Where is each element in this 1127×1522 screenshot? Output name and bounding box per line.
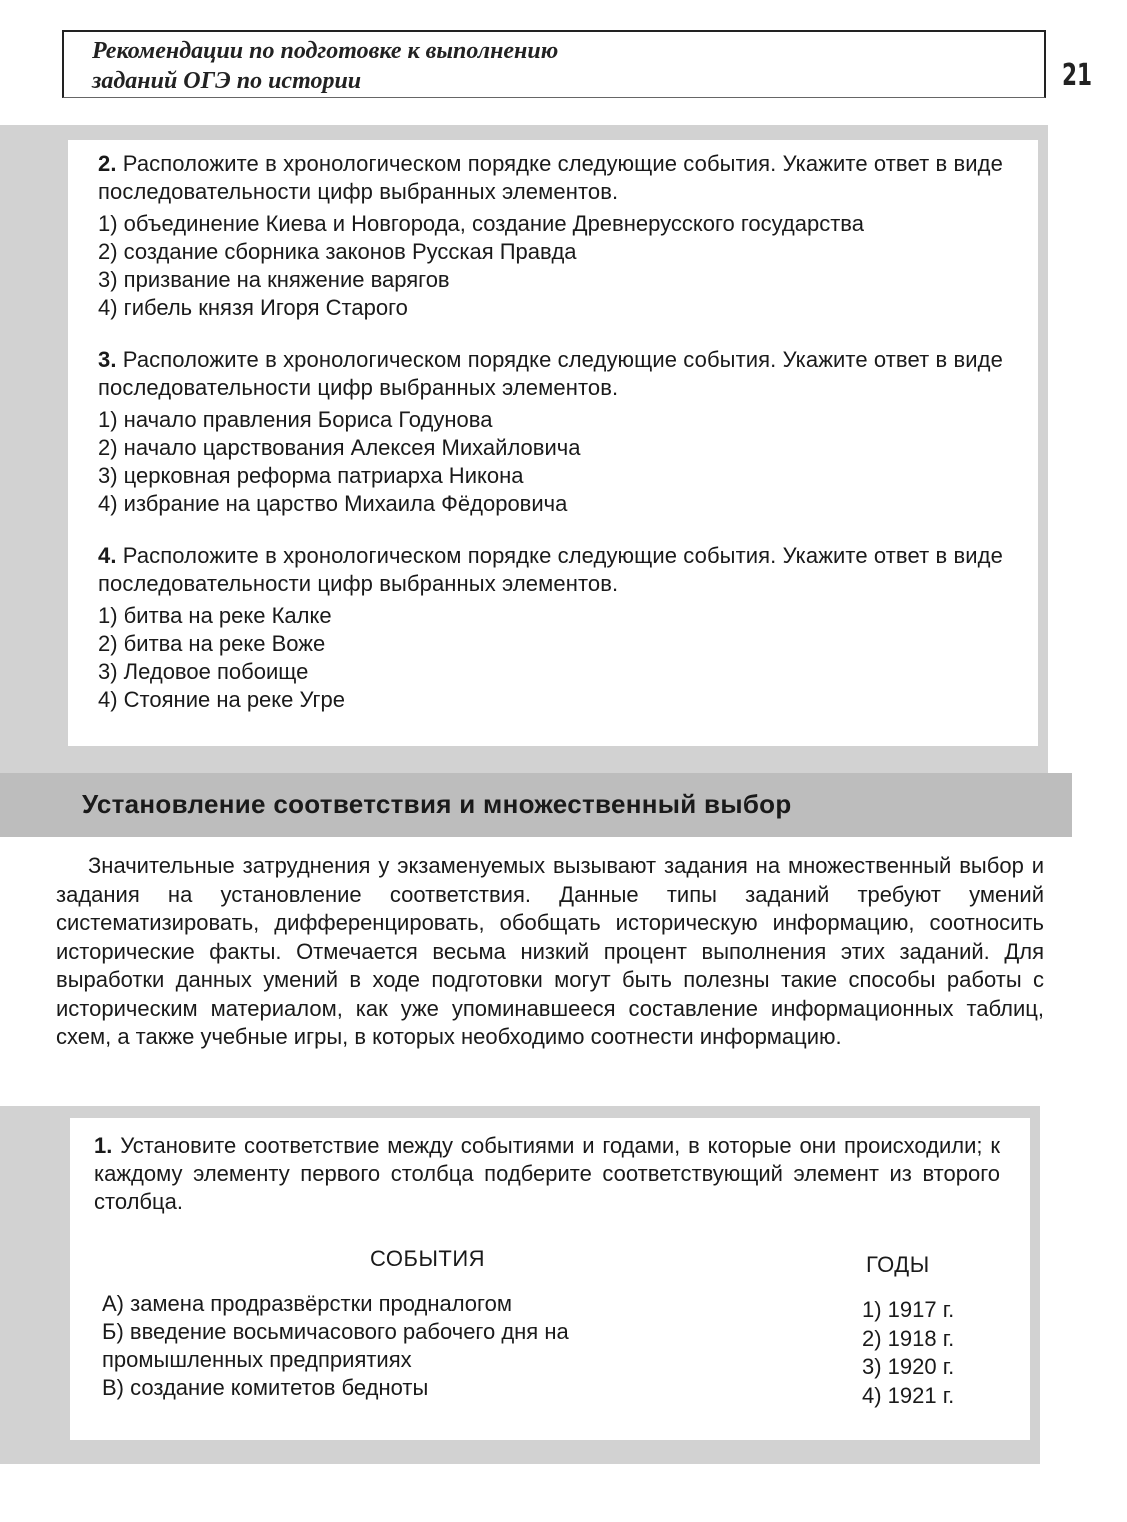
task-options <box>98 602 1010 714</box>
chronology-tasks-panel <box>68 140 1038 746</box>
task-option: 1) начало правления Бориса Годунова <box>98 407 493 432</box>
task-2 <box>98 150 1010 322</box>
year-item: 2) 1918 г. <box>862 1325 955 1351</box>
section-heading-band <box>0 773 1072 837</box>
task-text: Расположите в хронологическом порядке следующие события. Укажите ответ в виде последовательности цифр выбранных элементов. <box>98 543 1003 596</box>
event-item: А) замена продразвёрстки продналогом <box>102 1291 512 1316</box>
task-number: 1. <box>94 1133 113 1158</box>
task-number: 3. <box>98 347 117 372</box>
task-option: 2) начало царствования Алексея Михайловича <box>98 435 581 460</box>
task-text: Расположите в хронологическом порядке следующие события. Укажите ответ в виде последовательности цифр выбранных элементов. <box>98 151 1003 204</box>
year-item: 4) 1921 г. <box>862 1382 955 1408</box>
event-item: В) создание комитетов бедноты <box>102 1375 429 1400</box>
events-list <box>102 1290 722 1402</box>
matching-task-panel <box>70 1118 1030 1440</box>
task-option: 2) создание сборника законов Русская Правда <box>98 239 577 264</box>
task-option: 1) битва на реке Калке <box>98 603 332 628</box>
task-number: 2. <box>98 151 117 176</box>
task-option: 4) гибель князя Игоря Старого <box>98 295 408 320</box>
year-item: 1) 1917 г. <box>862 1297 955 1322</box>
event-item: Б) введение восьмичасового рабочего дня на промышленных предприятиях <box>102 1319 569 1372</box>
task-options <box>98 406 1010 518</box>
years-column-header: ГОДЫ <box>866 1252 930 1277</box>
page-header <box>62 30 1046 98</box>
year-item: 3) 1920 г. <box>862 1354 955 1379</box>
task-options <box>98 210 1010 322</box>
events-column-header: СОБЫТИЯ <box>370 1246 486 1271</box>
task-4 <box>98 542 1010 714</box>
task-option: 4) Стояние на реке Угре <box>98 687 345 712</box>
task-3 <box>98 346 1010 518</box>
task-option: 3) призвание на княжение варягов <box>98 267 450 292</box>
task-option: 3) церковная реформа патриарха Никона <box>98 463 524 488</box>
task-text: Установите соответствие между событиями и годами, в которые они происходили; к каждому элементу первого столбца подберите соответствующий элемент из второго столбца. <box>94 1133 1000 1214</box>
header-title-line1: Рекомендации по подготовке к выполнению <box>92 38 559 64</box>
years-list <box>862 1296 954 1410</box>
task-text: Расположите в хронологическом порядке следующие события. Укажите ответ в виде последовательности цифр выбранных элементов. <box>98 347 1003 400</box>
section-intro-paragraph: Значительные затруднения у экзаменуемых вызывают задания на множественный выбор и задания на установление соответствия. Данные типы заданий требуют умений систематизировать, дифференцировать, обобщать историческую информацию, соотносить исторические факты. Отмечается весьма низкий процент выполнения этих заданий. Для выработки данных умений в ходе подготовки могут быть полезны такие способы работы с историческим материалом, как уже упоминавшееся составление информационных таблиц, схем, а также учебные игры, в которых необходимо соотнести информацию. <box>56 853 1044 1049</box>
page-number: 21 <box>1062 58 1093 93</box>
task-option: 4) избрание на царство Михаила Фёдоровича <box>98 491 568 516</box>
task-option: 1) объединение Киева и Новгорода, создание Древнерусского государства <box>98 211 864 236</box>
header-title <box>92 36 558 96</box>
section-title: Установление соответствия и множественный выбор <box>82 789 792 819</box>
task-number: 4. <box>98 543 117 568</box>
task-option: 3) Ледовое побоище <box>98 659 309 684</box>
header-title-line2: заданий ОГЭ по истории <box>92 68 362 94</box>
task-option: 2) битва на реке Воже <box>98 631 326 656</box>
